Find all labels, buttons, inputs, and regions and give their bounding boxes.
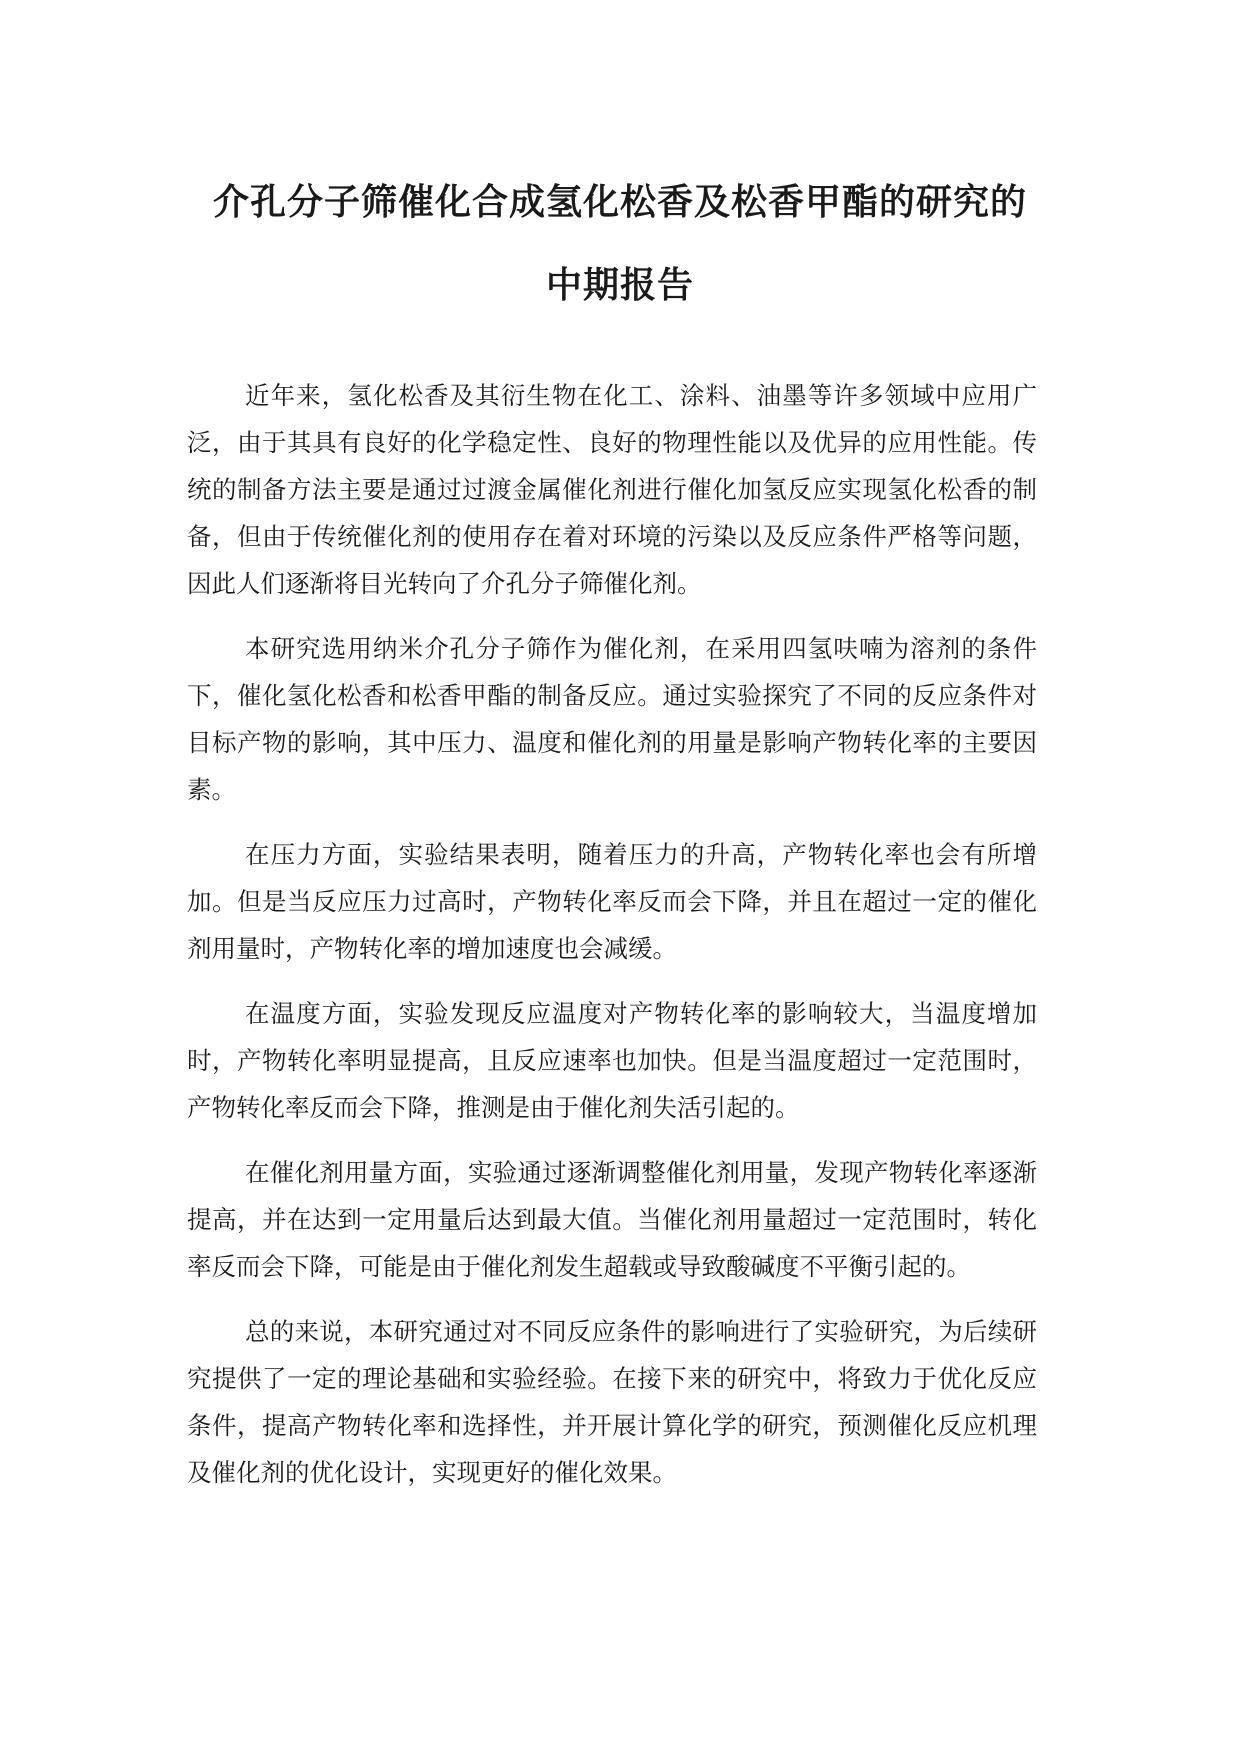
paragraph-conclusion: 总的来说，本研究通过对不同反应条件的影响进行了实验研究，为后续研究提供了一定的理论基础和实验经验。在接下来的研究中，将致力于优化反应条件，提高产物转化率和选择性，并开展计算化学的研究，预测催化反应机理及催化剂的优化设计，实现更好的催化效果。 <box>187 1317 1037 1487</box>
paragraph-catalyst-amount: 在催化剂用量方面，实验通过逐渐调整催化剂用量，发现产物转化率逐渐提高，并在达到一定用量后达到最大值。当催化剂用量超过一定范围时，转化率反而会下降，可能是由于催化剂发生超载或导致酸碱度不平衡引起的。 <box>187 1158 1037 1281</box>
paragraph-temperature: 在温度方面，实验发现反应温度对产物转化率的影响较大，当温度增加时，产物转化率明显提高，且反应速率也加快。但是当温度超过一定范围时，产物转化率反而会下降，推测是由于催化剂失活引起的。 <box>187 999 1037 1122</box>
paragraph-introduction: 近年来，氢化松香及其衍生物在化工、涂料、油墨等许多领域中应用广泛，由于其具有良好的化学稳定性、良好的物理性能以及优异的应用性能。传统的制备方法主要是通过过渡金属催化剂进行催化加氢反应实现氢化松香的制备，但由于传统催化剂的使用存在着对环境的污染以及反应条件严格等问题，因此人们逐渐将目光转向了介孔分子筛催化剂。 <box>187 381 1037 598</box>
paragraph-pressure: 在压力方面，实验结果表明，随着压力的升高，产物转化率也会有所增加。但是当反应压力过高时，产物转化率反而会下降，并且在超过一定的催化剂用量时，产物转化率的增加速度也会减缓。 <box>187 840 1037 963</box>
paragraph-method: 本研究选用纳米介孔分子筛作为催化剂，在采用四氢呋喃为溶剂的条件下，催化氢化松香和松香甲酯的制备反应。通过实验探究了不同的反应条件对目标产物的影响，其中压力、温度和催化剂的用量是影响产物转化率的主要因素。 <box>187 634 1037 804</box>
document-title-line-1: 介孔分子筛催化合成氢化松香及松香甲酯的研究的 <box>212 182 1027 223</box>
document-title-line-2: 中期报告 <box>545 265 694 306</box>
document-body <box>187 372 1037 1514</box>
